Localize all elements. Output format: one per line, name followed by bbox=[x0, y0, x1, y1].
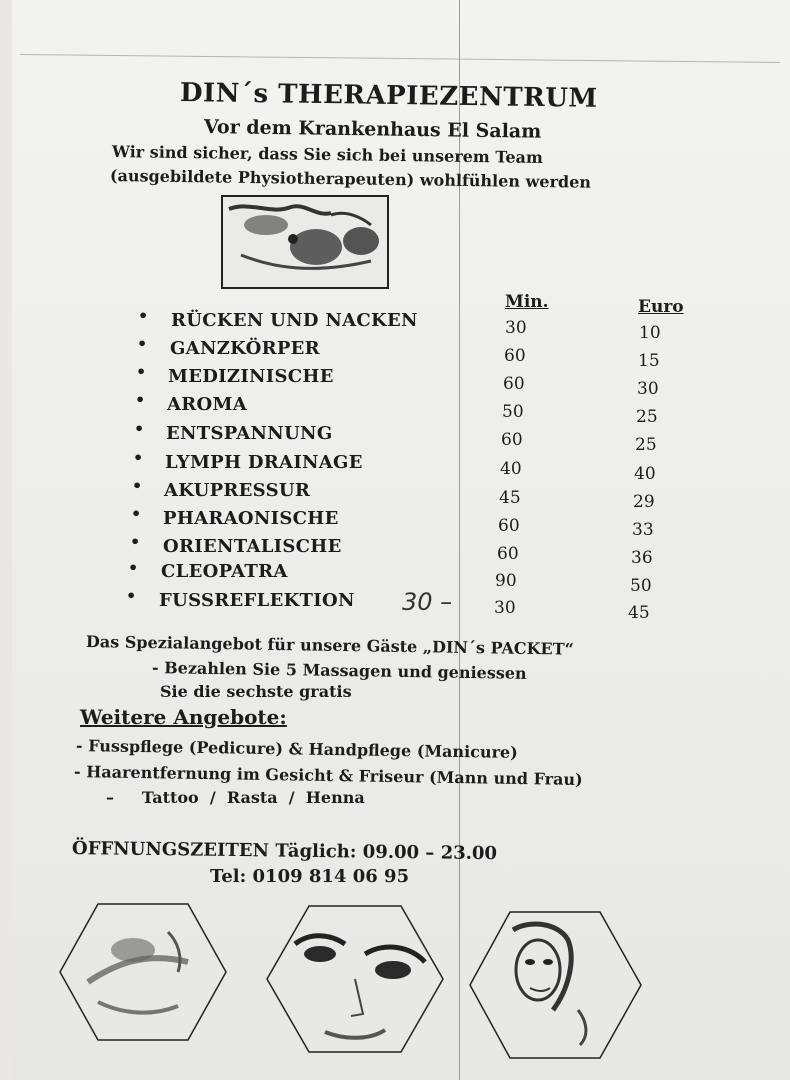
service-name: MEDIZINISCHE bbox=[168, 366, 334, 387]
bullet: • bbox=[135, 390, 146, 409]
bullet: • bbox=[130, 532, 141, 551]
service-price: 40 bbox=[634, 464, 656, 484]
bullet: • bbox=[138, 306, 149, 325]
service-name: FUSSREFLEKTION bbox=[159, 590, 355, 611]
service-minutes: 60 bbox=[504, 346, 526, 366]
more-offers-heading: Weitere Angebote: bbox=[80, 705, 287, 729]
service-name: RÜCKEN UND NACKEN bbox=[171, 310, 418, 331]
service-price: 10 bbox=[639, 323, 661, 343]
massage-photo bbox=[221, 195, 389, 289]
service-name: ORIENTALISCHE bbox=[163, 536, 342, 557]
bullet: • bbox=[137, 334, 148, 353]
service-price: 15 bbox=[638, 351, 660, 371]
bullet: • bbox=[134, 419, 145, 438]
hexagon-massage-image bbox=[58, 902, 228, 1042]
page-title: DIN´s THERAPIEZENTRUM bbox=[179, 78, 598, 114]
service-name: AROMA bbox=[167, 394, 247, 415]
bullet: • bbox=[133, 448, 144, 467]
service-name: CLEOPATRA bbox=[161, 561, 288, 582]
offer-item: – Tattoo / Rasta / Henna bbox=[106, 788, 365, 807]
service-price: 45 bbox=[628, 603, 650, 623]
offer-item: - Haarentfernung im Gesicht & Friseur (Mann und Frau) bbox=[73, 762, 583, 789]
service-price: 36 bbox=[631, 548, 653, 568]
intro-line-1: Wir sind sicher, dass Sie sich bei unserem Team bbox=[111, 142, 544, 168]
service-minutes: 30 bbox=[505, 318, 527, 338]
special-offer-line-1: Das Spezialangebot für unsere Gäste „DIN´s PACKET“ bbox=[85, 632, 574, 659]
service-price: 25 bbox=[636, 407, 658, 427]
service-name: PHARAONISCHE bbox=[163, 508, 339, 529]
service-name: ENTSPANNUNG bbox=[166, 423, 333, 444]
service-name: AKUPRESSUR bbox=[164, 480, 311, 501]
service-minutes: 30 bbox=[494, 598, 516, 618]
service-minutes: 90 bbox=[495, 571, 517, 591]
column-header-minutes: Min. bbox=[505, 292, 549, 312]
subtitle: Vor dem Krankenhaus El Salam bbox=[203, 116, 542, 143]
hexagon-face-image bbox=[265, 904, 445, 1054]
special-offer-line-2: - Bezahlen Sie 5 Massagen und geniessen bbox=[151, 658, 527, 683]
service-minutes: 60 bbox=[497, 544, 519, 564]
offer-item: - Fusspflege (Pedicure) & Handpflege (Manicure) bbox=[75, 736, 518, 762]
intro-line-2: (ausgebildete Physiotherapeuten) wohlfühlen werden bbox=[109, 166, 592, 192]
service-minutes: 40 bbox=[500, 459, 522, 479]
service-minutes: 60 bbox=[503, 374, 525, 394]
service-price: 50 bbox=[630, 576, 652, 596]
service-price: 30 bbox=[637, 379, 659, 399]
hexagon-woman-image bbox=[468, 910, 643, 1060]
bullet: • bbox=[131, 504, 142, 523]
service-price: 33 bbox=[632, 520, 654, 540]
bullet: • bbox=[126, 586, 137, 605]
service-price: 29 bbox=[633, 492, 655, 512]
handwritten-note: 30 – bbox=[402, 588, 453, 616]
service-name: LYMPH DRAINAGE bbox=[165, 452, 363, 473]
opening-hours: ÖFFNUNGSZEITEN Täglich: 09.00 – 23.00 bbox=[71, 838, 498, 865]
bullet: • bbox=[136, 362, 147, 381]
service-minutes: 60 bbox=[498, 516, 520, 536]
bullet: • bbox=[132, 476, 143, 495]
column-header-euro: Euro bbox=[638, 297, 684, 317]
service-minutes: 50 bbox=[502, 402, 524, 422]
phone-number: Tel: 0109 814 06 95 bbox=[210, 866, 410, 887]
service-minutes: 45 bbox=[499, 488, 521, 508]
service-price: 25 bbox=[635, 435, 657, 455]
special-offer-line-3: Sie die sechste gratis bbox=[160, 682, 352, 701]
service-name: GANZKÖRPER bbox=[170, 338, 320, 359]
service-minutes: 60 bbox=[501, 430, 523, 450]
bullet: • bbox=[128, 558, 139, 577]
